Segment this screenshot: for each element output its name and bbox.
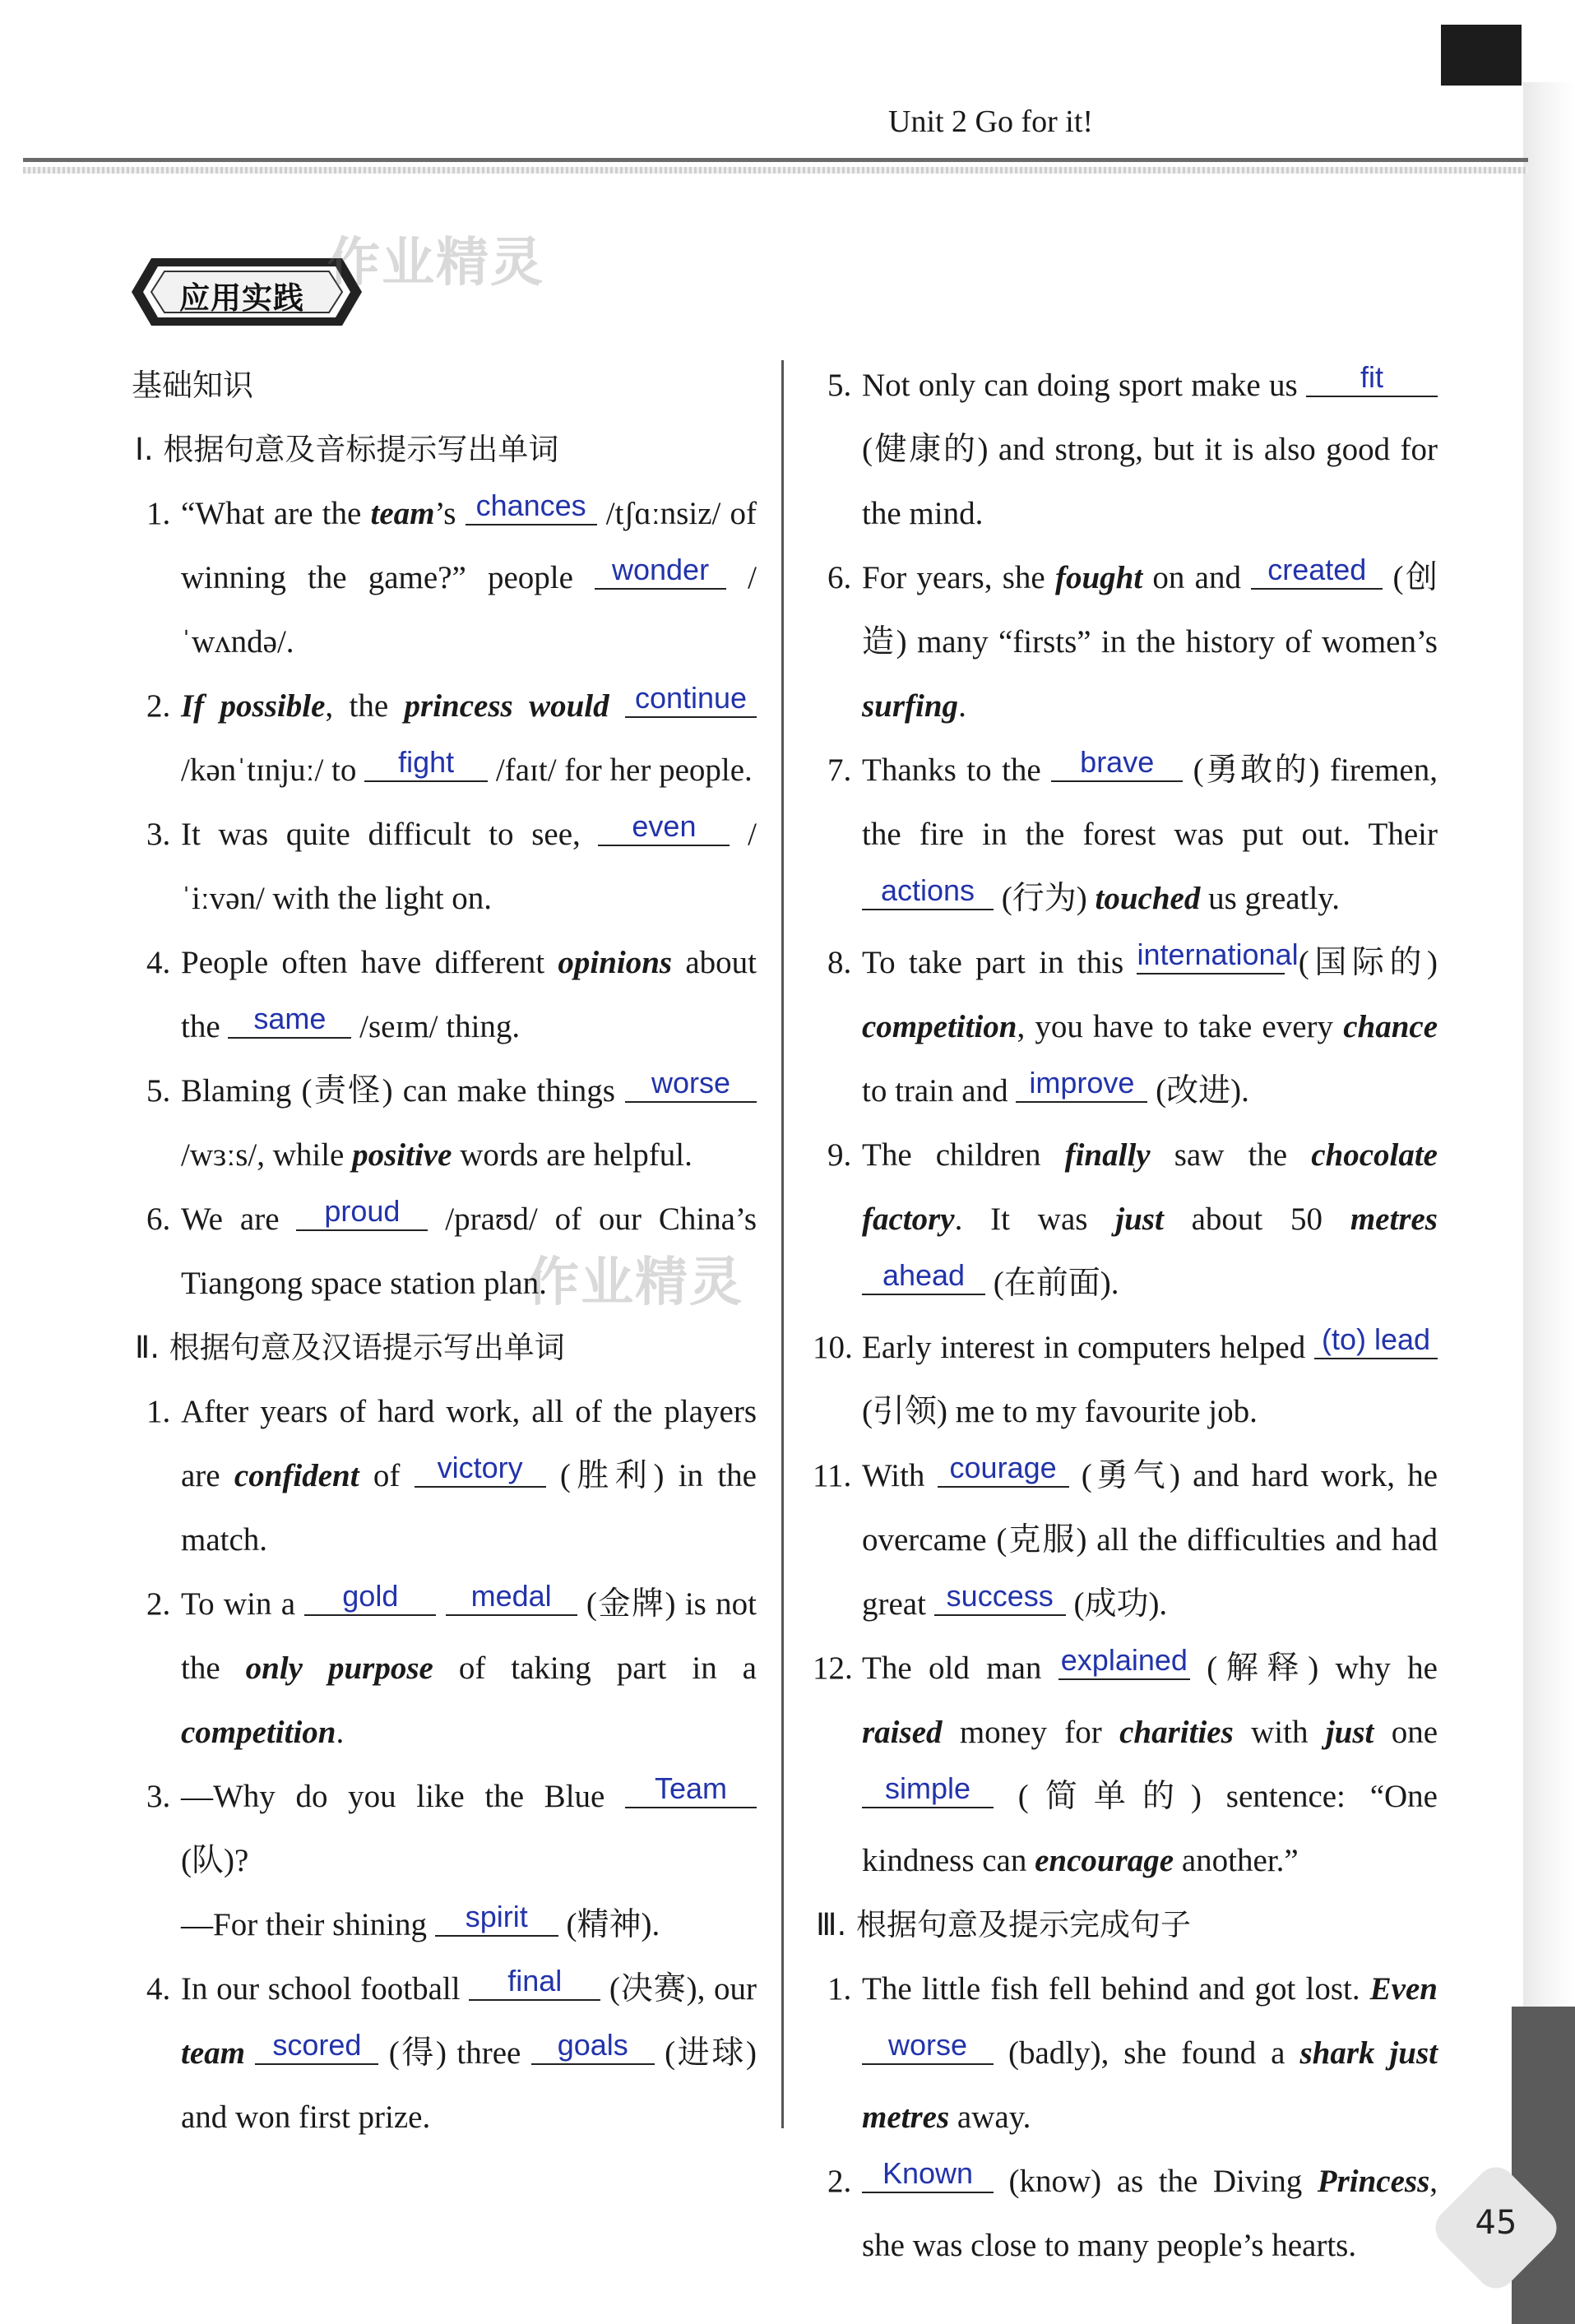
- part1-title: Ⅰ. 根据句意及音标提示写出单词: [135, 432, 559, 467]
- exercise-item: 5. Blaming (责怪) can make things worse /wɜːs/, while positive words are helpful.: [132, 1059, 757, 1187]
- corner-block: [1441, 25, 1522, 86]
- exercise-item: 3. —Why do you like the Blue Team (队)? —For their shining spirit (精神).: [132, 1765, 757, 1957]
- exercise-item: 2. Known (know) as the Diving Princess, she was close to many people’s hearts.: [827, 2156, 1438, 2263]
- answer-blank[interactable]: explained: [1058, 1642, 1190, 1680]
- exercise-item: 12. The old man explained (解释) why he raised money for charities with just one simple (简单的) sentence: “One kindness can encourage another.”: [813, 1643, 1438, 1878]
- exercise-item: 10. Early interest in computers helped (to) lead (引领) me to my favourite job.: [813, 1316, 1438, 1444]
- exercise-item: 8. To take part in this international (国际的) competition, you have to take every chance to train and improve (改进).: [827, 937, 1438, 1109]
- answer-blank[interactable]: fight: [364, 744, 488, 782]
- exercise-item: 1. After years of hard work, all of the players are confident of victory (胜利) in the match.: [146, 1394, 757, 1558]
- exercise-item: 5. Not only can doing sport make us fit (健康的) and strong, but it is also good for the mind.: [827, 360, 1438, 531]
- exercise-item: 1. “What are the team’s chances /tʃɑːnsiz/ of winning the game?” people wonder /ˈwʌndə/.: [146, 488, 757, 660]
- exercise-item: 3. It was quite difficult to see, even /ˈiːvən/ with the light on.: [146, 809, 757, 916]
- exercise-item: 1. The little fish fell behind and got lost. Even worse (badly), she found a shark just metres away.: [827, 1971, 1438, 2135]
- answer-blank[interactable]: final: [469, 1963, 600, 2001]
- watermark-middle: 作业精灵: [526, 1252, 743, 1313]
- answer-blank[interactable]: (to) lead: [1314, 1322, 1438, 1359]
- answer-blank[interactable]: created: [1251, 552, 1383, 590]
- header-rule-dotted: [23, 167, 1528, 174]
- answer-blank[interactable]: even: [598, 808, 730, 846]
- unit-title: Unit 2 Go for it!: [888, 104, 1094, 139]
- watermark-top: 作业精灵: [327, 233, 544, 294]
- exercise-item: 9. The children finally saw the chocolate factory. It was just about 50 metres ahead (在前面).: [827, 1137, 1438, 1301]
- answer-blank[interactable]: continue: [625, 680, 757, 718]
- page-edge: [1523, 82, 1575, 2324]
- answer-blank[interactable]: proud: [296, 1193, 428, 1231]
- answer-blank[interactable]: ahead: [862, 1257, 985, 1295]
- answer-blank[interactable]: brave: [1051, 744, 1183, 782]
- part3-title: Ⅲ. 根据句意及提示完成句子: [816, 1907, 1192, 1942]
- exercise-item: 2. To win a gold medal (金牌) is not the only purpose of taking part in a competition.: [146, 1579, 757, 1750]
- part2-title: Ⅱ. 根据句意及汉语提示写出单词: [135, 1330, 565, 1365]
- exercise-item: 11. With courage (勇气) and hard work, he overcame (克服) all the difficulties and had great success (成功).: [813, 1451, 1438, 1622]
- answer-blank[interactable]: fit: [1306, 359, 1438, 397]
- answer-blank[interactable]: improve: [1016, 1065, 1147, 1103]
- answer-blank[interactable]: medal: [446, 1578, 577, 1616]
- exercise-item: 6. We are proud /praʊd/ of our China’s Tiangong space station plan.: [146, 1194, 757, 1301]
- answer-blank[interactable]: spirit: [435, 1899, 558, 1937]
- answer-blank[interactable]: chances: [466, 488, 597, 525]
- exercise-item: 4. In our school football final (决赛), our team scored (得) three goals (进球) and won first prize.: [146, 1964, 757, 2135]
- answer-blank[interactable]: same: [228, 1001, 351, 1039]
- answer-blank[interactable]: gold: [304, 1578, 436, 1616]
- page-edge-dark: [1512, 2007, 1575, 2324]
- answer-blank[interactable]: simple: [862, 1771, 994, 1808]
- answer-blank[interactable]: success: [934, 1578, 1066, 1616]
- page-number: 45: [1475, 2204, 1517, 2242]
- answer-blank[interactable]: worse: [625, 1065, 757, 1103]
- answer-blank[interactable]: Team: [625, 1771, 757, 1808]
- exercise-item: 4. People often have different opinions about the same /seɪm/ thing.: [146, 945, 757, 1044]
- exercise-item: 2. If possible, the princess would continue /kənˈtɪnjuː/ to fight /faɪt/ for her people.: [132, 674, 757, 803]
- exercise-item: 6. For years, she fought on and created (创造) many “firsts” in the history of women’s surfing.: [827, 553, 1438, 724]
- answer-blank[interactable]: courage: [938, 1450, 1069, 1488]
- header-rule: [23, 158, 1528, 162]
- left-column: [132, 354, 757, 2150]
- answer-blank[interactable]: worse: [862, 2027, 994, 2065]
- exercise-item: 7. Thanks to the brave (勇敢的) firemen, the fire in the forest was put out. Their actions (行为) touched us greatly.: [827, 745, 1438, 916]
- answer-blank[interactable]: wonder: [595, 552, 726, 590]
- answer-blank[interactable]: international: [1137, 937, 1285, 975]
- section-tag-label: 应用实践: [179, 280, 304, 316]
- answer-blank[interactable]: goals: [531, 2027, 655, 2065]
- answer-blank[interactable]: actions: [862, 873, 994, 910]
- answer-blank[interactable]: victory: [415, 1450, 546, 1488]
- answer-blank[interactable]: scored: [255, 2027, 378, 2065]
- right-column: [813, 354, 1438, 2278]
- answer-blank[interactable]: Known: [862, 2155, 994, 2193]
- basics-heading: 基础知识: [132, 368, 253, 403]
- column-divider: [781, 360, 784, 2128]
